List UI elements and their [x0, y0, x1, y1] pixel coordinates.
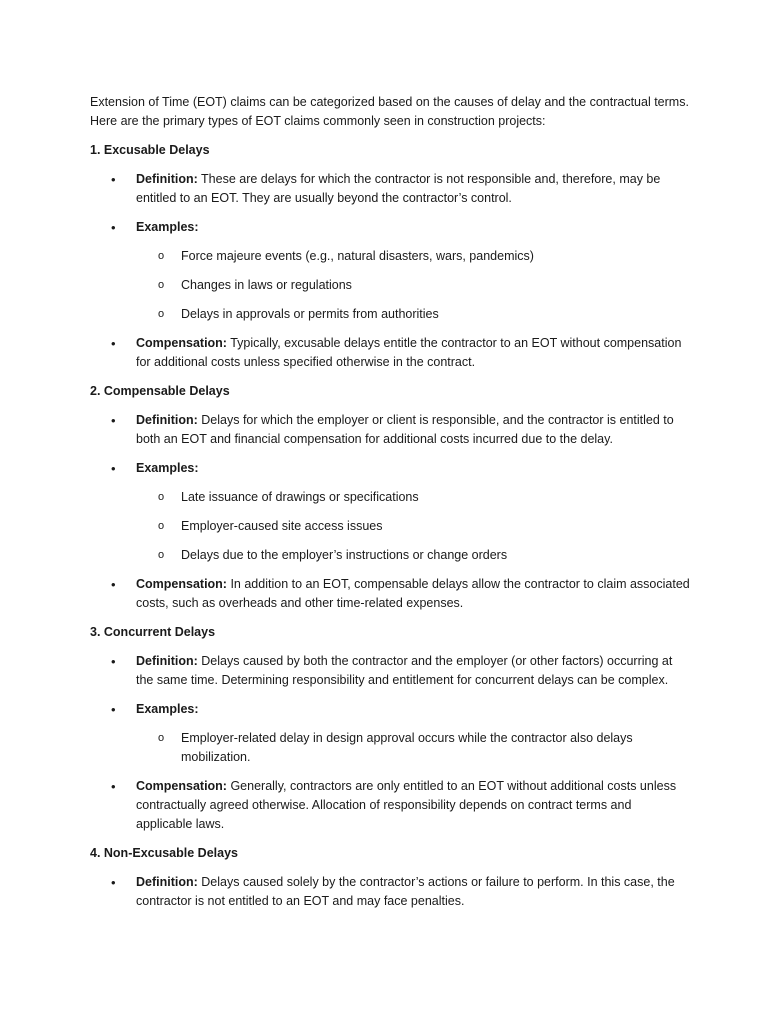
compensation-label: Compensation: — [136, 779, 227, 793]
section-list-non-excusable — [90, 873, 690, 911]
examples-item — [90, 459, 690, 565]
definition-item — [90, 873, 690, 911]
examples-label: Examples: — [136, 461, 199, 475]
compensation-text: Typically, excusable delays entitle the contractor to an EOT without compensation for additional costs unless specified otherwise in the contract. — [136, 336, 682, 369]
definition-text: These are delays for which the contractor is not responsible and, therefore, may be entitled to an EOT. They are usually beyond the contractor’s control. — [136, 172, 661, 205]
examples-label: Examples: — [136, 702, 199, 716]
definition-text: Delays caused by both the contractor and the employer (or other factors) occurring at the same time. Determining responsibility and entitlement for concurrent delays can be complex. — [136, 654, 673, 687]
definition-text: Delays for which the employer or client is responsible, and the contractor is entitled to both an EOT and financial compensation for additional costs incurred due to the delay. — [136, 413, 674, 446]
example-item: o Delays in approvals or permits from authorities — [136, 305, 690, 324]
compensation-text: Generally, contractors are only entitled to an EOT without additional costs unless contractually agreed otherwise. Allocation of responsibility depends on contract terms and applicable laws. — [136, 779, 677, 831]
section-heading-excusable: 1. Excusable Delays — [90, 143, 210, 157]
definition-item — [90, 170, 690, 208]
definition-item — [90, 652, 690, 690]
section-list-excusable — [90, 170, 690, 372]
examples-list — [136, 729, 690, 767]
document-body — [90, 93, 690, 921]
intro-paragraph: Extension of Time (EOT) claims can be categorized based on the causes of delay and the contractual terms. Here are the primary types of EOT claims commonly seen in construction projects: — [90, 95, 689, 128]
example-item: o Force majeure events (e.g., natural disasters, wars, pandemics) — [136, 247, 690, 266]
example-item: o Employer-caused site access issues — [136, 517, 690, 536]
example-item: o Changes in laws or regulations — [136, 276, 690, 295]
section-list-concurrent — [90, 652, 690, 834]
section-heading-concurrent: 3. Concurrent Delays — [90, 625, 216, 639]
example-item: o Late issuance of drawings or specifications — [136, 488, 690, 507]
definition-label: Definition: — [136, 654, 198, 668]
examples-label: Examples: — [136, 220, 199, 234]
compensation-item — [90, 575, 690, 613]
definition-text: Delays caused solely by the contractor’s actions or failure to perform. In this case, the contractor is not entitled to an EOT and may face penalties. — [136, 875, 675, 908]
examples-item — [90, 218, 690, 324]
examples-list — [136, 488, 690, 565]
example-item: o Employer-related delay in design approval occurs while the contractor also delays mobilization. — [136, 729, 690, 767]
section-heading-non-excusable: 4. Non-Excusable Delays — [90, 846, 238, 860]
definition-item — [90, 411, 690, 449]
compensation-item — [90, 777, 690, 834]
section-list-compensable — [90, 411, 690, 613]
definition-label: Definition: — [136, 413, 198, 427]
compensation-label: Compensation: — [136, 577, 227, 591]
example-item: o Delays due to the employer’s instructions or change orders — [136, 546, 690, 565]
definition-label: Definition: — [136, 172, 198, 186]
definition-label: Definition: — [136, 875, 198, 889]
section-heading-compensable: 2. Compensable Delays — [90, 384, 230, 398]
examples-item — [90, 700, 690, 767]
compensation-item — [90, 334, 690, 372]
compensation-text: In addition to an EOT, compensable delays allow the contractor to claim associated costs, such as overheads and other time-related expenses. — [136, 577, 690, 610]
compensation-label: Compensation: — [136, 336, 227, 350]
examples-list — [136, 247, 690, 324]
